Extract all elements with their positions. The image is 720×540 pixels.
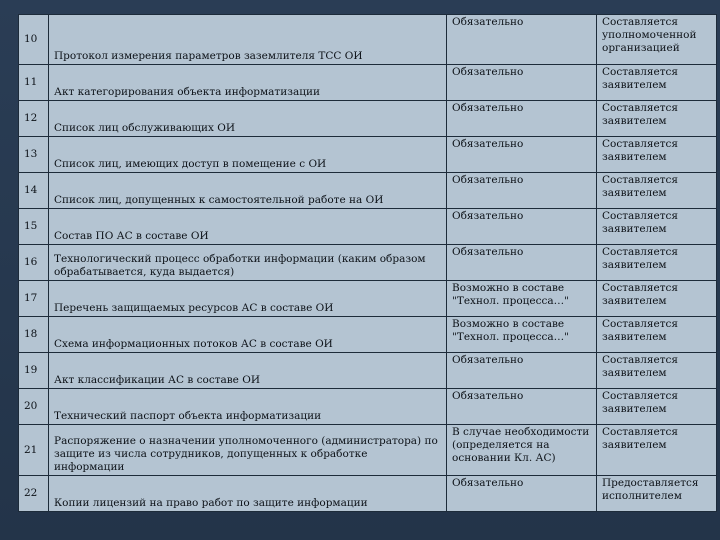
table-row bbox=[19, 317, 717, 353]
table-row bbox=[19, 476, 717, 512]
table-row bbox=[19, 101, 717, 137]
row-number: 20 bbox=[19, 389, 49, 425]
requirement: Обязательно bbox=[447, 173, 597, 209]
table-row bbox=[19, 353, 717, 389]
prepared-by: Составляется заявителем bbox=[597, 137, 717, 173]
row-number: 14 bbox=[19, 173, 49, 209]
table-row bbox=[19, 209, 717, 245]
table-row bbox=[19, 65, 717, 101]
requirement: Обязательно bbox=[447, 245, 597, 281]
document-name: Список лиц, допущенных к самостоятельной работе на ОИ bbox=[49, 173, 447, 209]
document-name: Распоряжение о назначении уполномоченного (администратора) по защите из числа сотрудников, допущенных к обработке информации bbox=[49, 425, 447, 476]
row-number: 16 bbox=[19, 245, 49, 281]
row-number: 15 bbox=[19, 209, 49, 245]
document-name: Акт классификации АС в составе ОИ bbox=[49, 353, 447, 389]
document-name: Список лиц, имеющих доступ в помещение с ОИ bbox=[49, 137, 447, 173]
documents-table bbox=[18, 14, 717, 512]
table-row bbox=[19, 137, 717, 173]
requirement: Обязательно bbox=[447, 137, 597, 173]
table-row bbox=[19, 173, 717, 209]
requirement: Обязательно bbox=[447, 476, 597, 512]
document-name: Копии лицензий на право работ по защите информации bbox=[49, 476, 447, 512]
prepared-by: Предоставляется исполнителем bbox=[597, 476, 717, 512]
requirement: Обязательно bbox=[447, 389, 597, 425]
prepared-by: Составляется заявителем bbox=[597, 281, 717, 317]
document-name: Перечень защищаемых ресурсов АС в составе ОИ bbox=[49, 281, 447, 317]
document-name: Состав ПО АС в составе ОИ bbox=[49, 209, 447, 245]
requirement: Обязательно bbox=[447, 101, 597, 137]
prepared-by: Составляется заявителем bbox=[597, 389, 717, 425]
prepared-by: Составляется заявителем bbox=[597, 245, 717, 281]
row-number: 17 bbox=[19, 281, 49, 317]
row-number: 19 bbox=[19, 353, 49, 389]
prepared-by: Составляется уполномоченной организацией bbox=[597, 15, 717, 65]
prepared-by: Составляется заявителем bbox=[597, 101, 717, 137]
requirement: Обязательно bbox=[447, 209, 597, 245]
requirement: Обязательно bbox=[447, 15, 597, 65]
document-name: Протокол измерения параметров заземлителя ТСС ОИ bbox=[49, 15, 447, 65]
row-number: 12 bbox=[19, 101, 49, 137]
document-name: Технический паспорт объекта информатизации bbox=[49, 389, 447, 425]
row-number: 22 bbox=[19, 476, 49, 512]
row-number: 10 bbox=[19, 15, 49, 65]
table-row bbox=[19, 389, 717, 425]
prepared-by: Составляется заявителем bbox=[597, 353, 717, 389]
prepared-by: Составляется заявителем bbox=[597, 65, 717, 101]
row-number: 21 bbox=[19, 425, 49, 476]
row-number: 18 bbox=[19, 317, 49, 353]
document-name: Технологический процесс обработки информации (каким образом обрабатывается, куда выдается) bbox=[49, 245, 447, 281]
table-row bbox=[19, 425, 717, 476]
table-row bbox=[19, 245, 717, 281]
prepared-by: Составляется заявителем bbox=[597, 173, 717, 209]
prepared-by: Составляется заявителем bbox=[597, 317, 717, 353]
requirement: Обязательно bbox=[447, 353, 597, 389]
document-name: Список лиц обслуживающих ОИ bbox=[49, 101, 447, 137]
table-row bbox=[19, 281, 717, 317]
requirement: В случае необходимости (определяется на основании Кл. АС) bbox=[447, 425, 597, 476]
row-number: 13 bbox=[19, 137, 49, 173]
document-name: Схема информационных потоков АС в составе ОИ bbox=[49, 317, 447, 353]
prepared-by: Составляется заявителем bbox=[597, 425, 717, 476]
prepared-by: Составляется заявителем bbox=[597, 209, 717, 245]
row-number: 11 bbox=[19, 65, 49, 101]
table-row bbox=[19, 15, 717, 65]
requirement: Возможно в составе "Технол. процесса…" bbox=[447, 281, 597, 317]
document-name: Акт категорирования объекта информатизации bbox=[49, 65, 447, 101]
requirement: Обязательно bbox=[447, 65, 597, 101]
requirement: Возможно в составе "Технол. процесса…" bbox=[447, 317, 597, 353]
